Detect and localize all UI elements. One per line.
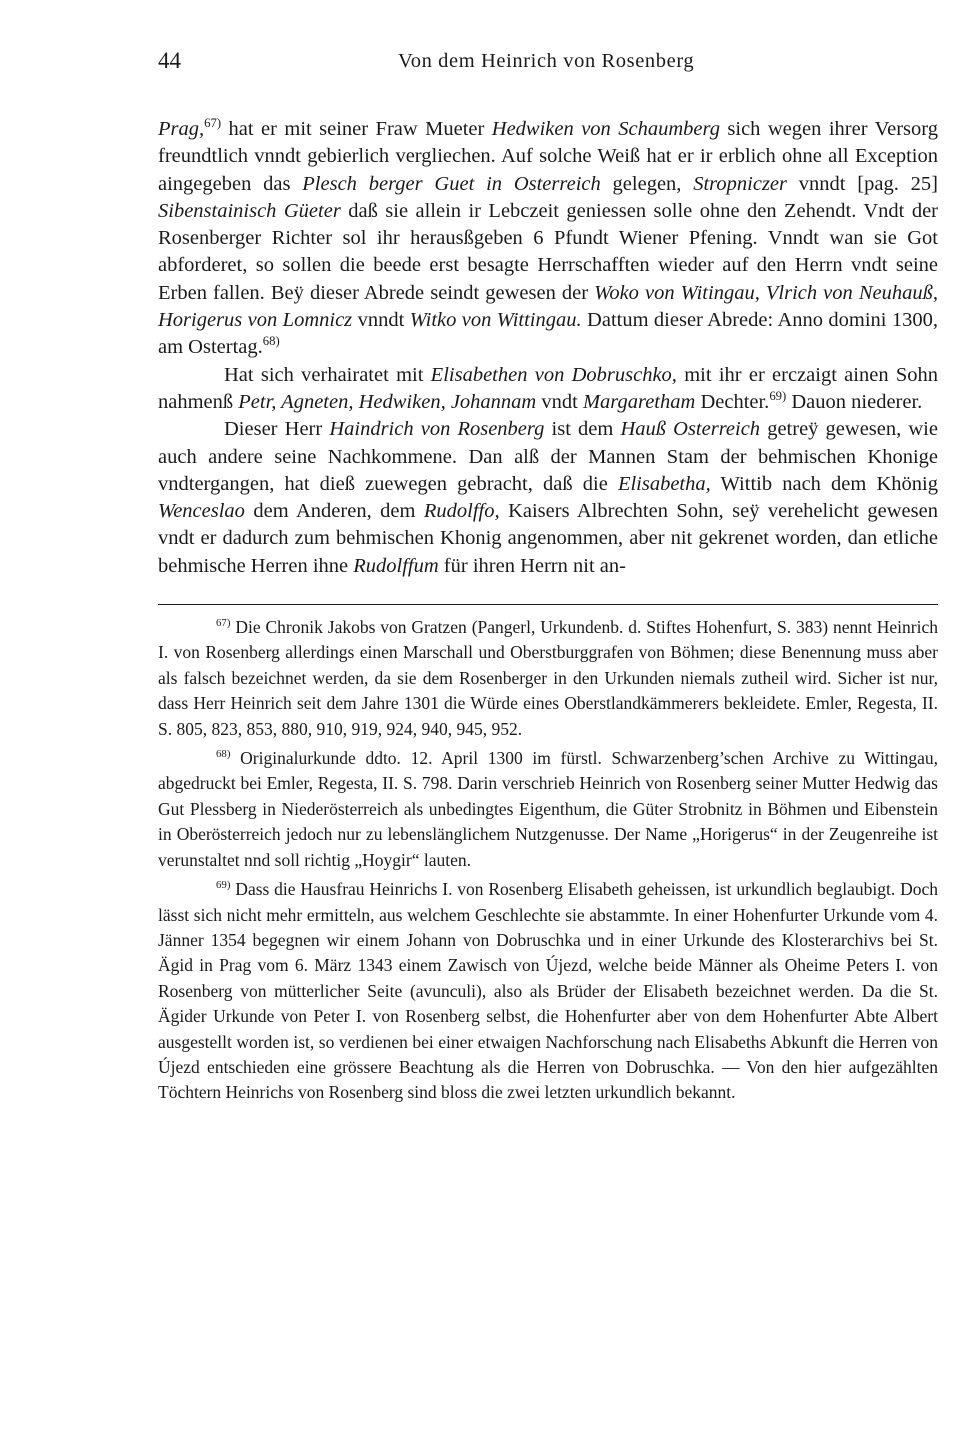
text-run: dem Anderen, dem: [244, 500, 424, 523]
text-run: mit ihr er erczaigt ainen Sohn nahmenß: [158, 363, 938, 413]
footnote-69: [158, 877, 938, 1106]
footnote-ref: 67): [204, 116, 222, 131]
text-run: vndt: [536, 390, 583, 413]
running-head: Von dem Heinrich von Rosenberg: [398, 50, 695, 72]
text-run: Dass die Hausfrau Heinrichs I. von Rosenberg Elisabeth geheissen, ist urkundlich beglaubigt. Doch lässt sich nicht mehr ermitteln, aus welchem Geschlechte sie abstammte. In einer Hohenfurter Urkunde vom 4. Jänner 1354 begegnen wir einem Johann von Dobruschka und in einer Urkunde des Klosterarchivs bei St. Ägid in Prag vom 6. März 1343 einem Zawisch von Újezd, welche beide Männer als Oheime Peters I. von Rosenberg von mütterlicher Seite (avunculi), also als Brüder der Elisabeth bezeichnet werden. Da die St. Ägider Urkunde von Peter I. von Rosenberg selbst, die Hohenfurter aber von dem Hohenfurter Abte Albert ausgestellt worden ist, so verdienen bei einer etwaigen Nachforschung nach Elisabeths Abkunft die Herren von Újezd entschieden eine grössere Beachtung als die Herren von Dobruschka. — Von den hier aufgezählten Töchtern Heinrichs von Rosenberg sind bloss die zwei letzten urkundlich bekannt.: [158, 879, 938, 1103]
text-run: Wittib nach dem Khönig: [710, 472, 938, 495]
page-header: [158, 38, 938, 88]
footnote-ref: 69): [216, 879, 231, 892]
text-run: Hat sich verhairatet mit: [224, 363, 431, 386]
italic-name: Rudolffum: [353, 554, 439, 577]
text-run: Dauon niederer.: [786, 390, 923, 413]
italic-name: Sibenstainisch Güeter: [158, 199, 341, 222]
footnote-ref: 68): [216, 748, 231, 761]
italic-name: Wenceslao: [158, 500, 245, 523]
footnote-ref: 67): [216, 617, 231, 630]
italic-name: Witko von Wittingau.: [409, 309, 582, 332]
text-run: Originalurkunde ddto. 12. April 1300 im fürstl. Schwarzenberg’schen Archive zu Wittingau, abgedruckt bei Emler, Regesta, II. S. 798. Darin verschrieb Heinrich von Rosenberg seiner Mutter Hedwig das Gut Plessberg in Niederösterreich als unbedingtes Eigenthum, die Güter Strobnitz in Böhmen und Eibenstein in Oberösterreich jedoch nur zu lebenslänglichem Nutzgenusse. Der Name „Horigerus“ in der Zeugenreihe ist verunstaltet nnd soll richtig „Hoygir“ lauten.: [158, 748, 938, 870]
text-run: daß sie allein ir Lebczeit geniessen solle ohne den Zehendt. Vndt der Rosenberger Richter sol ihr herausßgeben 6 Pfundt Wiener Pfening. Vnndt wan sie Got abforderet, so sollen die beede erst besagte Herrschafften wieder auf den Herrn vndt seine Erben fallen. Beÿ dieser Abrede seindt gewesen der: [158, 199, 938, 304]
text-run: für ihren Herrn nit an-: [438, 554, 626, 577]
footnote-divider: [158, 604, 938, 605]
text-run: ist dem: [544, 418, 621, 441]
footnote-ref: 68): [262, 334, 280, 349]
italic-name: Woko von Witingau, Vlrich von Neuhauß, Horigerus von Lomnicz: [158, 281, 938, 332]
italic-name: Elisabetha,: [617, 472, 711, 495]
main-paragraph: [158, 362, 938, 417]
book-page: [158, 38, 938, 1110]
main-paragraph: [158, 116, 938, 362]
italic-name: Hedwiken von Schaumberg: [491, 118, 720, 140]
text-run: getreÿ gewesen, wie auch andere seine Nachkommene. Dan alß der Mannen Stam der behmischen Khonige vndtergangen, hat dieß zuewegen gebracht, daß die: [158, 418, 938, 495]
text-run: Dattum dieser Abrede: Anno domini 1300, am Ostertag.: [158, 309, 939, 359]
text-run: vnndt: [352, 309, 410, 332]
text-run: Die Chronik Jakobs von Gratzen (Pangerl, Urkundenb. d. Stiftes Hohenfurt, S. 383) nennt Heinrich I. von Rosenberg allerdings einen Marschall und Oberstburggrafen von Böhmen; diese Benennung muss aber als falsch bezeichnet werden, da sie dem Rosenberger in den Urkunden niemals zutheil wird. Sicher ist nur, dass Herr Heinrich seit dem Jahre 1301 die Würde eines Oberstlandkämmerers bekleidete. Emler, Regesta, II. S. 805, 823, 853, 880, 910, 919, 924, 940, 945, 952.: [158, 617, 938, 739]
text-run: sich wegen ihrer Versorg freundtlich vnndt gebierlich vergliechen. Auf solche Weiß hat er ir erblich ohne all Exception aingegeben das: [158, 118, 938, 195]
footnote-68: [158, 746, 938, 873]
italic-name: Prag,: [158, 118, 205, 140]
footnote-ref: 69): [769, 389, 787, 404]
main-paragraph: [158, 416, 938, 580]
text-run: Kaisers Albrechten Sohn, seÿ verehelicht gewesen vndt er dadurch zum behmischen Khonig angenommen, aber nit gekrenet worden, dan etliche behmische Herren ihne: [158, 500, 938, 577]
italic-name: Petr, Agneten, Hedwiken, Johannam: [238, 390, 537, 413]
italic-name: Stropniczer: [693, 172, 787, 195]
italic-name: Hauß Osterreich: [620, 418, 761, 441]
footnotes: [158, 615, 938, 1106]
text-run: hat er mit seiner Fraw Mueter: [221, 118, 492, 140]
italic-name: Plesch berger Guet in Osterreich: [302, 172, 601, 195]
footnote-67: [158, 615, 938, 742]
italic-name: Haindrich von Rosenberg: [329, 418, 545, 441]
italic-name: Margaretham: [582, 390, 696, 413]
italic-name: Elisabethen von Dobruschko,: [430, 363, 677, 386]
text-run: gelegen,: [600, 172, 694, 195]
text-run: Dechter.: [695, 390, 770, 413]
italic-name: Rudolffo,: [423, 500, 500, 523]
main-text: [158, 116, 938, 580]
page-number: 44: [158, 48, 181, 73]
text-run: vnndt [pag. 25]: [787, 172, 938, 195]
text-run: Dieser Herr: [224, 418, 330, 441]
